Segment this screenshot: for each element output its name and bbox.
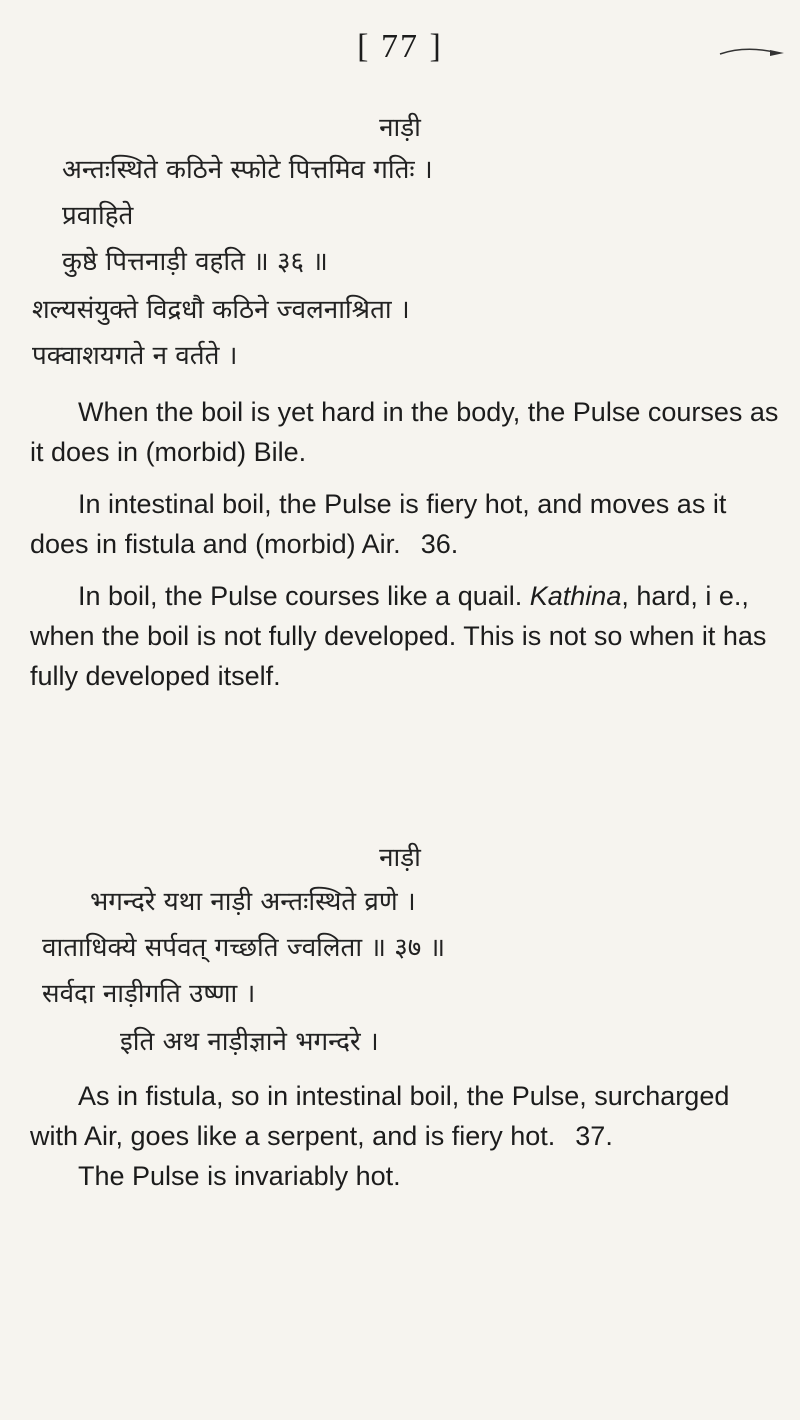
sanskrit-line: सर्वदा नाड़ीगति उष्णा । xyxy=(42,979,256,1009)
paragraph-text: , hard, i e., when the boil is not fully developed. This is not so when it has fully developed itself. xyxy=(30,581,767,691)
sanskrit-line: वाताधिक्ये सर्पवत् गच्छति ज्वलिता ॥ ३७ ॥ xyxy=(42,933,446,963)
verse-number: 37. xyxy=(575,1121,613,1151)
sanskrit-line: इति अथ नाड़ीज्ञाने भगन्दरे । xyxy=(120,1027,379,1057)
translation-section-2 xyxy=(30,1076,782,1196)
paragraph-text: In boil, the Pulse courses like a quail. xyxy=(78,581,523,611)
sanskrit-line: भगन्दरे यथा नाड़ी अन्तःस्थिते व्रणे । xyxy=(90,887,416,917)
sanskrit-line: अन्तःस्थिते कठिने स्फोटे पित्तमिव गतिः । xyxy=(62,155,433,185)
translation-section-1 xyxy=(30,392,782,696)
paragraph xyxy=(30,576,782,696)
sanskrit-line: प्रवाहिते xyxy=(62,201,134,231)
paragraph: The Pulse is invariably hot. xyxy=(78,1161,401,1191)
verse-number: 36. xyxy=(420,529,459,559)
sanskrit-line: शल्यसंयुक्ते विद्रधौ कठिने ज्वलनाश्रिता । xyxy=(32,295,410,325)
paragraph xyxy=(30,1076,782,1156)
sanskrit-heading: नाड़ी xyxy=(379,843,421,873)
page-number: [ 77 ] xyxy=(357,28,443,65)
paragraph: When the boil is yet hard in the body, the Pulse courses as it does in (morbid) Bile. xyxy=(30,397,779,467)
paragraph-text: In intestinal boil, the Pulse is fiery hot, and moves as it does in fistula and (morbid) Air. xyxy=(30,489,727,559)
sanskrit-line: कुष्ठे पित्तनाड़ी वहति ॥ ३६ ॥ xyxy=(62,247,328,277)
paragraph-text: As in fistula, so in intestinal boil, the Pulse, surcharged with Air, goes like a serpent, and is fiery hot. xyxy=(30,1081,730,1151)
paragraph xyxy=(30,484,782,564)
italic-term: Kathina xyxy=(529,581,622,611)
sanskrit-heading: नाड़ी xyxy=(379,113,421,143)
decorative-flourish-icon xyxy=(718,46,788,60)
sanskrit-line: पक्वाशयगते न वर्तते । xyxy=(32,341,238,371)
